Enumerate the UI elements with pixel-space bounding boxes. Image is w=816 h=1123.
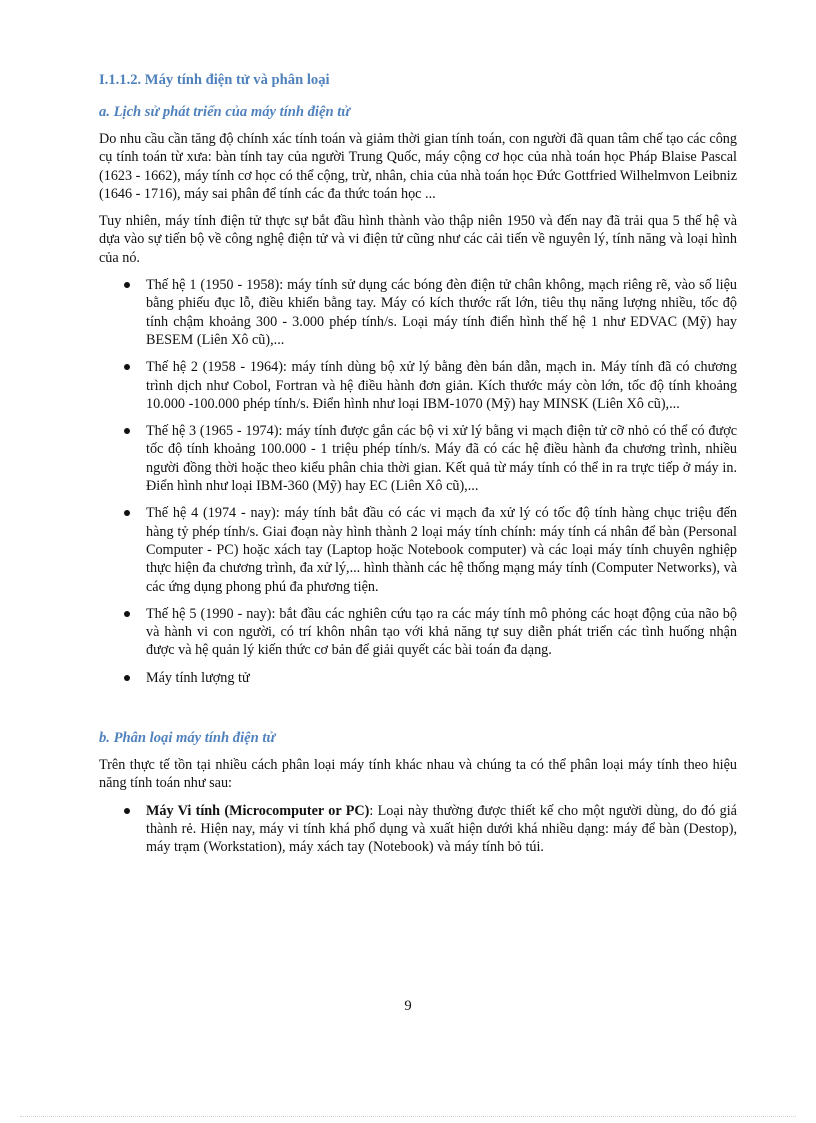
bullet-icon — [124, 611, 130, 617]
generation-3-text: Thế hệ 3 (1965 - 1974): máy tính được gắn các bộ vi xử lý bằng vi mạch điện tử cỡ nhỏ có thể có được tốc độ tính khoảng 100.000 - 1 triệu phép tính/s. Máy đã có các hệ điều hành đa chương trình, nhiều người đồng thời hoặc theo kiểu phân chia thời gian. Kết quả từ máy tính có thể in ra trực tiếp ở máy in. Điển hình như loại IBM-360 (Mỹ) hay EC (Liên Xô cũ),... — [146, 423, 737, 495]
quantum-computer-text: Máy tính lượng tử — [146, 669, 250, 686]
document-page — [99, 70, 737, 866]
generation-4-text: Thế hệ 4 (1974 - nay): máy tính bắt đầu có các vi mạch đa xử lý có tốc độ tính hàng chục triệu đến hàng tỷ phép tính/s. Giai đoạn này hình thành 2 loại máy tính chính: máy tính cá nhân để bàn (Personal Computer - PC) hoặc xách tay (Laptop hoặc Notebook computer) và các loại máy tính chuyên nghiệp thực hiện đa chương trình, đa xử lý,... hình thành các hệ thống mạng máy tính (Computer Networks), và các ứng dụng phong phú đa phương tiện. — [146, 505, 737, 595]
list-item — [99, 669, 737, 687]
section-spacer — [99, 696, 737, 728]
bullet-icon — [124, 428, 130, 434]
history-heading: a. Lịch sử phát triển của máy tính điện tử — [99, 104, 351, 120]
generation-list — [99, 276, 737, 687]
list-item — [99, 504, 737, 595]
page-divider — [20, 1116, 796, 1117]
bullet-icon — [124, 364, 130, 370]
bullet-icon — [124, 510, 130, 516]
list-item — [99, 358, 737, 413]
page-number: 9 — [404, 998, 412, 1014]
bullet-icon — [124, 808, 130, 814]
bullet-icon — [124, 675, 130, 681]
microcomputer-description: : Loại này thường được thiết kế cho một người dùng, do đó giá thành rẻ. Hiện nay, máy vi tính khá phổ dụng và xuất hiện dưới khá nhiều dạng: máy để bàn (Destop), máy trạm (Workstation), máy xách tay (Notebook) và máy tính bỏ túi. — [146, 802, 737, 856]
history-paragraph-2: Tuy nhiên, máy tính điện tử thực sự bắt đầu hình thành vào thập niên 1950 và đến nay đã trải qua 5 thế hệ và dựa vào sự tiến bộ về công nghệ điện tử và vi điện tử cũng như các cải tiến về nguyên lý, tính năng và loại hình của nó. — [99, 213, 737, 266]
bullet-icon — [124, 282, 130, 288]
classification-heading: b. Phân loại máy tính điện tử — [99, 730, 276, 747]
history-paragraph-1: Do nhu cầu cần tăng độ chính xác tính toán và giảm thời gian tính toán, con người đã quan tâm chế tạo các công cụ tính toán từ xưa: bàn tính tay của người Trung Quốc, máy cộng cơ học của nhà toán học Pháp Blaise Pascal (1623 - 1662), máy tính cơ học có thể cộng, trừ, nhân, chia của nhà toán học Đức Gottfried Wilhelmvon Leibniz (1646 - 1716), máy sai phân để tính các đa thức toán học ... — [99, 131, 737, 202]
classification-intro: Trên thực tế tồn tại nhiều cách phân loại máy tính khác nhau và chúng ta có thể phân loại máy tính theo hiệu năng tính toán như sau: — [99, 757, 737, 792]
list-item — [99, 605, 737, 660]
list-item — [99, 422, 737, 495]
list-item — [99, 276, 737, 349]
list-item — [99, 802, 737, 857]
classification-list — [99, 802, 737, 857]
generation-2-text: Thế hệ 2 (1958 - 1964): máy tính dùng bộ xử lý bằng đèn bán dẫn, mạch in. Máy tính đã có chương trình dịch như Cobol, Fortran và hệ điều hành đơn giản. Kích thước máy còn lớn, tốc độ tính khoảng 10.000 -100.000 phép tính/s. Điển hình như loại IBM-1070 (Mỹ) hay MINSK (Liên Xô cũ),... — [146, 359, 737, 412]
generation-1-text: Thế hệ 1 (1950 - 1958): máy tính sử dụng các bóng đèn điện tử chân không, mạch riêng rẽ, vào số liệu bằng phiếu đục lỗ, điều khiển bằng tay. Máy có kích thước rất lớn, tiêu thụ năng lượng nhiều, tốc độ tính chậm khoảng 300 - 3.000 phép tính/s. Loại máy tính điển hình thế hệ 1 như EDVAC (Mỹ) hay BESEM (Liên Xô cũ),... — [146, 277, 737, 348]
section-title: I.1.1.2. Máy tính điện tử và phân loại — [99, 72, 330, 88]
microcomputer-term: Máy Vi tính (Microcomputer or PC) — [146, 802, 370, 819]
generation-5-text: Thế hệ 5 (1990 - nay): bắt đầu các nghiên cứu tạo ra các máy tính mô phỏng các hoạt động của não bộ và hành vi con người, có trí khôn nhân tạo với khả năng tự suy diễn phát triển các tình huống nhận được và hệ quản lý kiến thức cơ bản để giải quyết các bài toán đa dạng. — [146, 605, 737, 659]
